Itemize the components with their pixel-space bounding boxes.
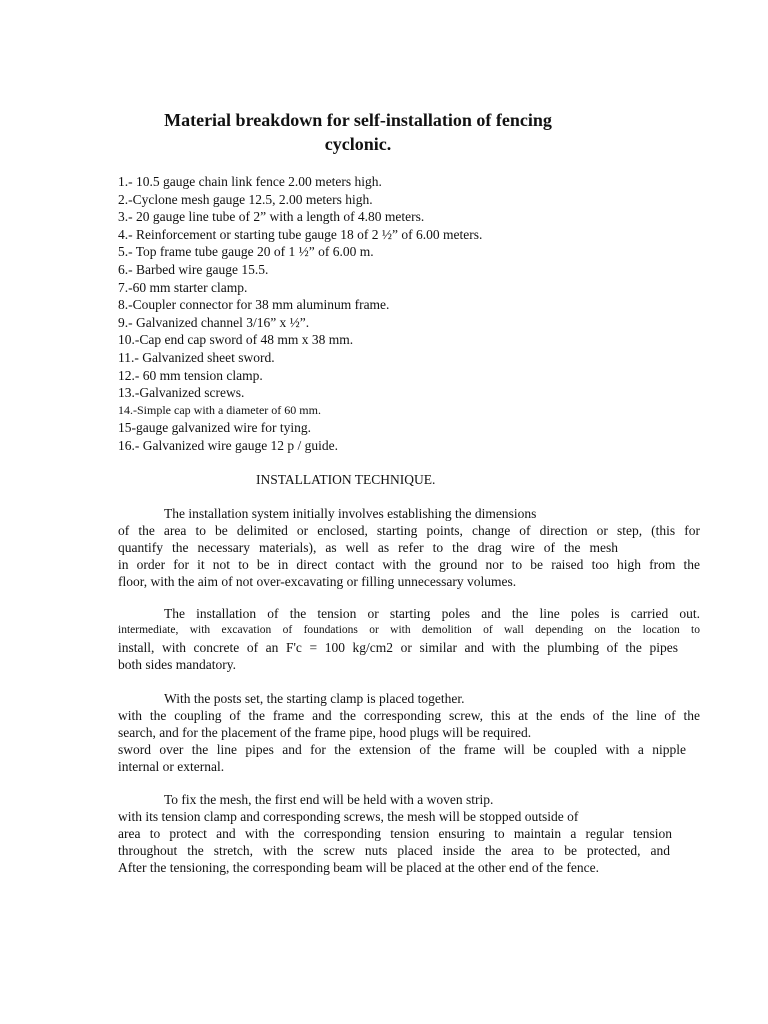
material-item-5: 5.- Top frame tube gauge 20 of 1 ½” of 6.00 m. bbox=[118, 244, 374, 260]
paragraph-1 bbox=[118, 505, 700, 590]
paragraph-4-line-4: throughout the stretch, with the screw nuts placed inside the area to be protected, and bbox=[118, 843, 670, 858]
paragraph-4-line-3: area to protect and with the corresponding tension ensuring to maintain a regular tension bbox=[118, 826, 672, 841]
title-line-2: cyclonic. bbox=[324, 134, 392, 154]
paragraph-4-line-2: with its tension clamp and corresponding screws, the mesh will be stopped outside of bbox=[118, 809, 579, 824]
paragraph-4 bbox=[118, 791, 700, 876]
paragraph-2-line-3: install, with concrete of an F'c = 100 kg/cm2 or similar and with the plumbing of the pipes bbox=[118, 640, 678, 655]
paragraph-3 bbox=[118, 690, 700, 775]
paragraph-1-line-3: quantify the necessary materials), as well as refer to the drag wire of the mesh bbox=[118, 540, 618, 555]
paragraph-1-line-1: The installation system initially involves establishing the dimensions bbox=[164, 506, 537, 521]
paragraph-2 bbox=[118, 605, 700, 673]
paragraph-3-line-5: internal or external. bbox=[118, 759, 225, 774]
material-item-6: 6.- Barbed wire gauge 15.5. bbox=[118, 261, 269, 277]
paragraph-2-line-4: both sides mandatory. bbox=[118, 657, 236, 672]
paragraph-2-line-2: intermediate, with excavation of foundations or with demolition of wall depending on the location to bbox=[118, 624, 700, 636]
material-item-14: 14.-Simple cap with a diameter of 60 mm. bbox=[118, 402, 321, 417]
paragraph-3-line-3: search, and for the placement of the frame pipe, hood plugs will be required. bbox=[118, 725, 532, 740]
material-item-2: 2.-Cyclone mesh gauge 12.5, 2.00 meters high. bbox=[118, 191, 373, 207]
paragraph-2-line-1: The installation of the tension or starting poles and the line poles is carried out. bbox=[164, 606, 700, 621]
paragraph-3-line-2: with the coupling of the frame and the corresponding screw, this at the ends of the line of the bbox=[118, 708, 700, 723]
paragraph-4-line-1: To fix the mesh, the first end will be held with a woven strip. bbox=[164, 792, 494, 807]
material-item-11: 11.- Galvanized sheet sword. bbox=[118, 349, 275, 365]
material-item-4: 4.- Reinforcement or starting tube gauge 18 of 2 ½” of 6.00 meters. bbox=[118, 226, 483, 242]
document-title bbox=[120, 108, 596, 156]
material-item-1: 1.- 10.5 gauge chain link fence 2.00 meters high. bbox=[118, 174, 382, 189]
materials-list bbox=[118, 173, 482, 455]
material-item-9: 9.- Galvanized channel 3/16” x ½”. bbox=[118, 314, 310, 330]
title-line-1: Material breakdown for self-installation of fencing bbox=[164, 110, 552, 130]
material-item-16: 16.- Galvanized wire gauge 12 p / guide. bbox=[118, 437, 339, 453]
section-heading: INSTALLATION TECHNIQUE. bbox=[256, 472, 436, 487]
material-item-7: 7.-60 mm starter clamp. bbox=[118, 279, 248, 295]
paragraph-3-line-4: sword over the line pipes and for the extension of the frame will be coupled with a nipple bbox=[118, 742, 686, 757]
material-item-10: 10.-Cap end cap sword of 48 mm x 38 mm. bbox=[118, 332, 354, 348]
paragraph-4-line-5: After the tensioning, the corresponding beam will be placed at the other end of the fence. bbox=[118, 860, 599, 875]
paragraph-1-line-5: floor, with the aim of not over-excavating or filling unnecessary volumes. bbox=[118, 574, 517, 589]
material-item-13: 13.-Galvanized screws. bbox=[118, 385, 245, 401]
material-item-15: 15-gauge galvanized wire for tying. bbox=[118, 420, 312, 436]
material-item-3: 3.- 20 gauge line tube of 2” with a length of 4.80 meters. bbox=[118, 209, 425, 225]
paragraph-3-line-1: With the posts set, the starting clamp is placed together. bbox=[164, 691, 465, 706]
material-item-12: 12.- 60 mm tension clamp. bbox=[118, 367, 263, 383]
paragraph-1-line-4: in order for it not to be in direct contact with the ground nor to be raised too high from the bbox=[118, 557, 700, 572]
paragraph-1-line-2: of the area to be delimited or enclosed, starting points, change of direction or step, (this for bbox=[118, 523, 700, 538]
material-item-8: 8.-Coupler connector for 38 mm aluminum frame. bbox=[118, 297, 390, 313]
